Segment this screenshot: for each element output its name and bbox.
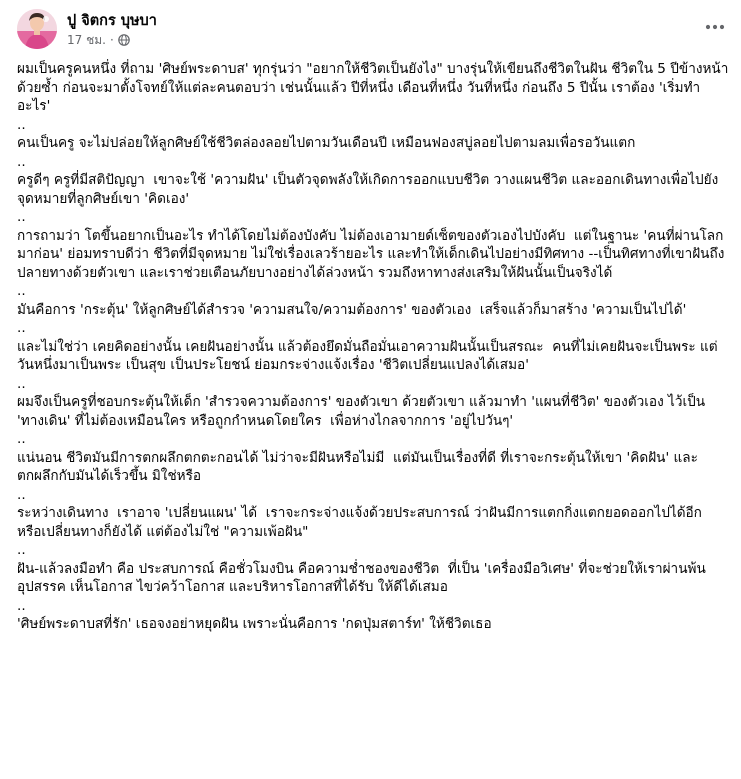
meta-separator: · <box>109 33 114 47</box>
paragraph-separator: .. <box>17 375 26 392</box>
more-options-icon <box>705 15 725 34</box>
post-paragraph: ฝัน-แล้วลงมือทำ คือ ประสบการณ์ คือชั่วโมงบิน คือความช่ำชองของชีวิต ที่เป็น 'เครื่องมือวิเศษ' ที่จะช่วยให้เราผ่านพ้นอุปสรรค เห็นโอกาส ไขว่คว้าโอกาส และบริหารโอกาสที่ได้รับ ให้ดีได้เสมอ <box>17 560 706 595</box>
post-meta <box>67 32 130 48</box>
post-paragraph: ผมจึงเป็นครูที่ชอบกระตุ้นให้เด็ก 'สำรวจความต้องการ' ของตัวเขา ด้วยตัวเขา แล้วมาทำ 'แผนที่ชีวิต' ของตัวเอง ไว้เป็น 'ทางเดิน' ที่ไม่ต้องเหมือนใคร หรือถูกกำหนดโดยใคร เพื่อห่างไกลจากการ 'อยู่ไปวันๆ' <box>17 394 710 429</box>
post-paragraph: ผมเป็นครูคนหนึ่ง ที่ถาม 'ศิษย์พระดาบส' ทุกรุ่นว่า "อยากให้ชีวิตเป็นยังไง" บางรุ่นให้เขียนถึงชีวิตในฝัน ชีวิตใน 5 ปีข้างหน้าด้วยซ้ำ ก่อนจะมาตั้งโจทย์ให้แต่ละคนตอบว่า เช่นนั้นแล้ว ปีที่หนึ่ง เดือนที่หนึ่ง วันที่หนึ่ง ก่อนถึง 5 ปีนั้น เราต้อง 'เริ่มทำอะไร' <box>17 61 729 114</box>
post-paragraph: คนเป็นครู จะไม่ปล่อยให้ลูกศิษย์ใช้ชีวิตล่องลอยไปตามวันเดือนปี เหมือนฟองสบู่ลอยไปตามลมเพื่อรอวันแตก <box>17 135 636 151</box>
more-options-button[interactable] <box>703 12 727 36</box>
paragraph-separator: .. <box>17 283 26 299</box>
post-paragraph: มันคือการ 'กระตุ้น' ให้ลูกศิษย์ได้สำรวจ 'ความสนใจ/ความต้องการ' ของตัวเอง เสร็จแล้วก็มาสร้าง 'ความเป็นไปได้' <box>17 301 687 318</box>
post-body <box>17 60 729 634</box>
post-paragraph: การถามว่า โตขึ้นอยากเป็นอะไร ทำได้โดยไม่ต้องบังคับ ไม่ต้องเอามายด์เซ็ตของตัวเองไปบังคับ แต่ในฐานะ 'คนที่ผ่านโลกมาก่อน' ย่อมทราบดีว่า ชีวิตที่มีจุดหมาย ไม่ใช่เรื่องเลวร้ายอะไร และทำให้เด็กเดินไปอย่างมีทิศทาง --เป็นทิศทางที่เขาฝันถึงปลายทางด้วยตัวเขา และเราช่วยเตือนภัยบางอย่างได้ล่วงหน้า รวมถึงหาทางส่งเสริมให้ฝันนั้นเป็นจริงได้ <box>17 227 725 281</box>
globe-icon[interactable] <box>118 34 130 46</box>
paragraph-separator: .. <box>17 209 26 225</box>
post-paragraph: และไม่ใช่ว่า เคยคิดอย่างนั้น เคยฝันอย่างนั้น แล้วต้องยึดมั่นถือมั่นเอาความฝันนั้นเป็นสรณะ คนที่ไม่เคยฝันจะเป็นพระ แต่วันหนึ่งมาเป็นพระ เป็นสุข เป็นประโยชน์ ย่อมกระจ่างแจ้งเรื่อง 'ชีวิตเปลี่ยนแปลงได้เสมอ' <box>17 338 718 373</box>
post-paragraph: แน่นอน ชีวิตมันมีการตกผลึกตกตะกอนได้ ไม่ว่าจะมีฝันหรือไม่มี แต่มันเป็นเรื่องที่ดี ที่เราจะกระตุ้นให้เขา 'คิดฝัน' และตกผลึกกับมันได้เร็วขึ้น มิใช่หรือ <box>17 449 698 484</box>
post-timestamp[interactable]: 17 ชม. <box>67 32 106 47</box>
paragraph-separator: .. <box>17 542 26 558</box>
author-avatar[interactable] <box>17 9 57 49</box>
paragraph-separator: .. <box>17 431 26 447</box>
post-paragraph: ครูดีๆ ครูที่มีสติปัญญา เขาจะใช้ 'ความฝัน' เป็นตัวจุดพลังให้เกิดการออกแบบชีวิต วางแผนชีวิต และออกเดินทางเพื่อไปยังจุดหมายที่ลูกศิษย์เขา 'คิดเอง' <box>17 172 719 207</box>
author-name[interactable]: ปู จิตกร บุษบา <box>67 13 157 29</box>
post-paragraph: 'ศิษย์พระดาบสที่รัก' เธอจงอย่าหยุดฝัน เพราะนั่นคือการ 'กดปุ่มสตาร์ท' ให้ชีวิตเธอ <box>17 616 492 632</box>
paragraph-separator: .. <box>17 153 26 170</box>
paragraph-separator: .. <box>17 116 26 133</box>
post-header <box>0 0 741 58</box>
paragraph-separator: .. <box>17 486 26 503</box>
paragraph-separator: .. <box>17 597 26 614</box>
post-paragraph: ระหว่างเดินทาง เราอาจ 'เปลี่ยนแผน' ได้ เราจะกระจ่างแจ้งด้วยประสบการณ์ ว่าฝันมีการแตกกิ่งแตกยอดออกไปได้อีก หรือเปลี่ยนทางก็ยังได้ แต่ต้องไม่ใช่ "ความเพ้อฝัน" <box>17 505 707 540</box>
paragraph-separator: .. <box>17 320 26 336</box>
